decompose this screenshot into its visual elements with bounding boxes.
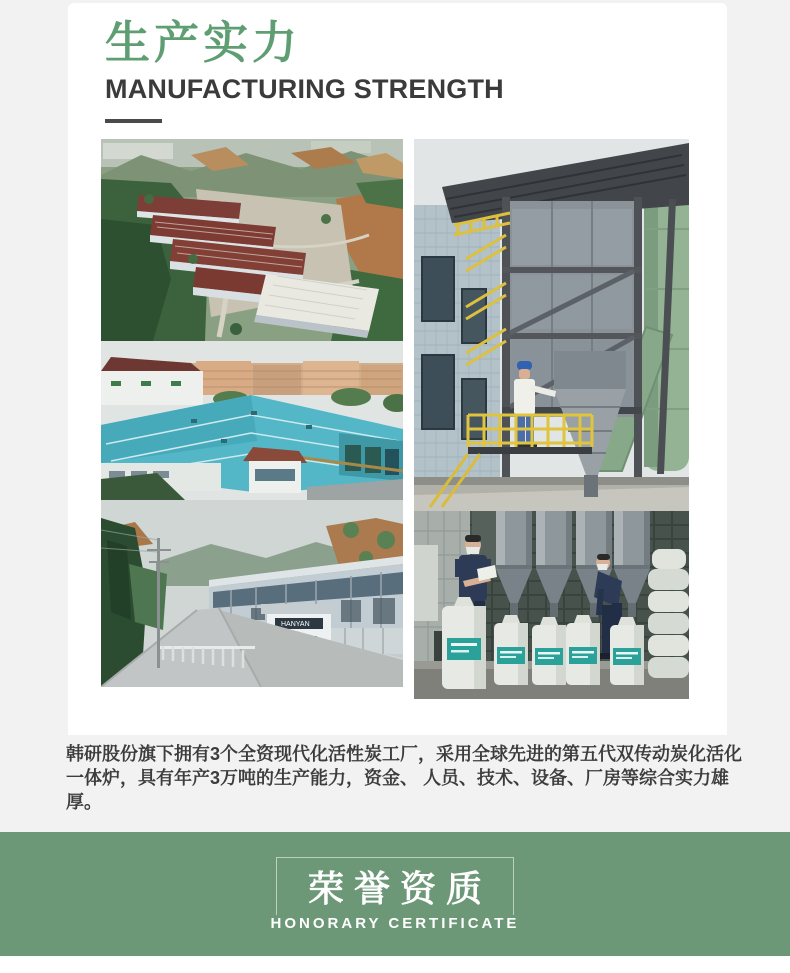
- photo-activation-furnace-tower: [414, 139, 689, 511]
- honorary-title-english: HONORARY CERTIFICATE: [259, 915, 532, 933]
- packing-workshop-illustration: [414, 511, 689, 699]
- activation-furnace-tower-illustration: [414, 139, 689, 511]
- manufacturing-description: 韩研股份旗下拥有3个全资现代化活性炭工厂，采用全球先进的第五代双传动炭化活化一体炉，具有年产3万吨的生产能力，资金、 人员、技术、设备、厂房等综合实力雄厚。: [66, 744, 743, 812]
- honorary-certificate-title-box: [270, 857, 520, 932]
- blue-roof-workshop-illustration: [101, 341, 403, 500]
- photo-blue-roof-workshop: [101, 341, 403, 500]
- photo-packing-workshop: [414, 511, 689, 699]
- section-title-chinese: 生产实力: [105, 17, 302, 68]
- gatehouse-sign-text: HANYAN: [281, 621, 310, 628]
- photo-factory-gate-road: [101, 500, 403, 687]
- manufacturing-strength-section: [68, 3, 727, 735]
- factory-photo-grid: [101, 139, 689, 699]
- photo-column-right: [414, 139, 689, 699]
- section-header: [68, 3, 727, 123]
- section-title-english: MANUFACTURING STRENGTH: [105, 74, 504, 105]
- honorary-title-chinese: 荣誉资质: [307, 868, 492, 909]
- factory-gate-road-illustration: [101, 500, 403, 687]
- photo-column-left: [101, 139, 403, 699]
- photo-aerial-industrial-park: [101, 139, 403, 341]
- aerial-industrial-park-illustration: [101, 139, 403, 341]
- honorary-certificate-band: [0, 832, 790, 956]
- title-underline: [105, 119, 162, 123]
